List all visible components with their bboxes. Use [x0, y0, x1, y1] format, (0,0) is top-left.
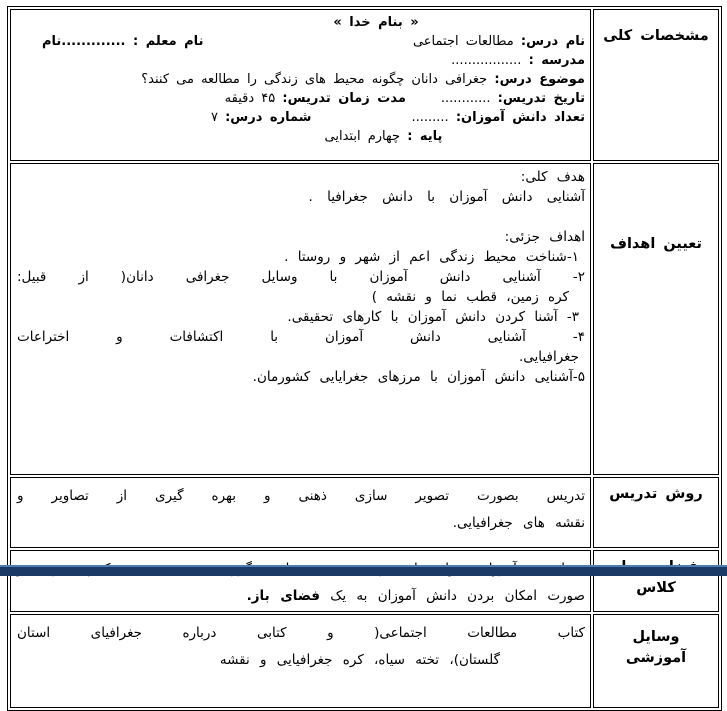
lesson-plan-table: [7, 6, 722, 711]
section-label-method: روش تدریس: [593, 477, 719, 548]
materials-line2: گلستان)، تخته سیاه، کره جغرافیایی و نقشه: [219, 652, 500, 668]
lesson-name-label: نام درس:: [520, 34, 585, 49]
general-goal-title: هدف کلی:: [520, 169, 585, 185]
school-line: [17, 51, 585, 70]
date-duration-line: [17, 89, 585, 108]
students-value: .........: [411, 110, 449, 125]
class-model-content: [10, 550, 591, 612]
method-line1: تدریس بصورت تصویر سازی ذهنی و بهره گیری از تصاویر و: [17, 488, 585, 504]
grade-label: پایه :: [407, 129, 443, 144]
objective-item-5: ۵-آشنایی دانش آموزان با مرزهای جغرایایی کشورمان.: [252, 369, 585, 385]
general-goal-text: آشنایی دانش آموزان با دانش جغرافیا .: [308, 189, 585, 205]
row-general-info: [10, 9, 719, 161]
objective-item-2-line1: ۲- آشنایی دانش آموزان با وسایل جغرافی دانان( از قبیل:: [17, 269, 585, 285]
window-bottom-bar: [0, 565, 727, 576]
class-model-line2-text: صورت امکان بردن دانش آموزان به یک: [330, 588, 585, 604]
row-objectives: [10, 163, 719, 475]
subject-value: جغرافی دانان چگونه محیط های زندگی را مطالعه می کنند؟: [141, 72, 488, 87]
school-value: .................: [451, 53, 522, 68]
row-teaching-method: [10, 477, 719, 548]
partial-goals-title: اهداف جزئی:: [504, 229, 585, 245]
objective-item-4-line2: جغرافیایی.: [519, 349, 579, 365]
grade-line: [17, 127, 585, 146]
section-label-class-model: کلاس: [593, 550, 719, 612]
students-lessonno-line: [17, 108, 585, 127]
date-value: ............: [440, 91, 491, 106]
duration-value: ۴۵ دقیقه: [224, 91, 276, 106]
period: .: [246, 588, 252, 604]
school-label: مدرسه :: [528, 53, 585, 68]
students-label: تعداد دانش آموزان:: [455, 110, 585, 125]
method-content: [10, 477, 591, 548]
objective-item-2-line2: کره زمین، قطب نما و نقشه ): [371, 289, 569, 305]
lesson-no-label: شماره درس:: [225, 110, 312, 125]
teacher-name-field: نام معلم : .............نام: [42, 34, 204, 49]
objective-item-3: ۳- آشنا کردن دانش آموزان با کارهای تحقیقی.: [287, 309, 579, 325]
section-label-general: مشخصات کلی: [593, 9, 719, 161]
lesson-teacher-line: [17, 32, 585, 51]
blank-line: [17, 207, 585, 227]
objective-item-4-line1: ۴- آشنایی دانش آموزان با اکتشافات و اختراعات: [17, 329, 585, 345]
objective-item-1: ۱-شناخت محیط زندگی اعم از شهر و روستا .: [284, 249, 579, 265]
method-line2: نقشه های جغرافیایی.: [452, 515, 585, 531]
materials-content: [10, 614, 591, 708]
grade-value: چهارم ابتدایی: [324, 129, 401, 144]
materials-line1: کتاب مطالعات اجتماعی( و کتابی درباره جغرافیای استان: [17, 625, 585, 641]
subject-line: [17, 70, 585, 89]
general-info-content: [10, 9, 591, 161]
subject-label: موضوع درس:: [494, 72, 585, 87]
row-class-model: [10, 550, 719, 612]
duration-label: مدت زمان تدریس:: [282, 91, 406, 106]
lesson-name-value: مطالعات اجتماعی: [412, 34, 514, 49]
bismillah-text: « بنام خدا »: [333, 15, 419, 30]
date-label: تاریخ تدریس:: [497, 91, 585, 106]
open-space-highlight: فضای باز: [251, 588, 320, 604]
row-teaching-materials: [10, 614, 719, 708]
objectives-content: [10, 163, 591, 475]
lesson-no-value: ۷: [210, 110, 218, 125]
section-label-materials: وسایل آموزشی: [593, 614, 719, 708]
bismillah-line: [17, 13, 585, 32]
class-model-line2: [17, 583, 585, 610]
lesson-name: [413, 32, 585, 51]
section-label-objectives: تعیین اهداف: [593, 163, 719, 475]
